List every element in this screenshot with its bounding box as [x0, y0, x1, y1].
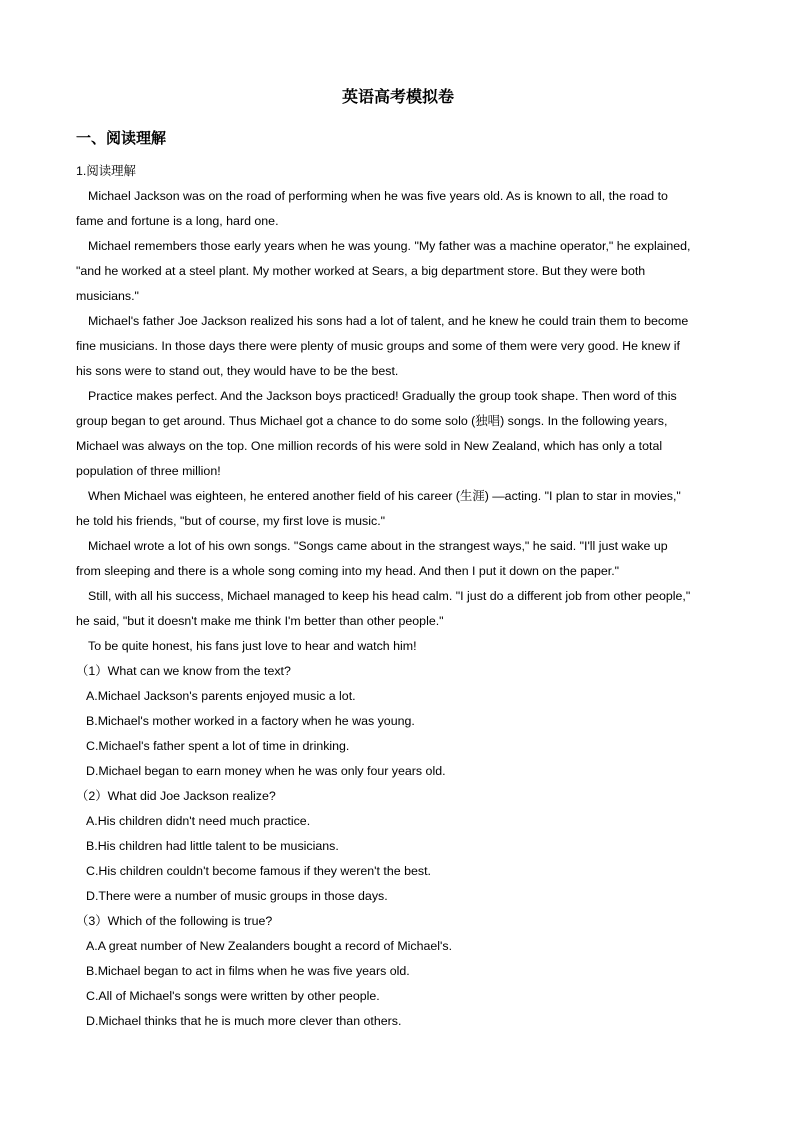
passage-line: fine musicians. In those days there were plenty of music groups and some of them were very good. He knew if: [76, 339, 680, 353]
passage-line: To be quite honest, his fans just love to hear and watch him!: [88, 639, 417, 653]
passage-line: Still, with all his success, Michael managed to keep his head calm. "I just do a different job from other people,": [88, 589, 691, 603]
passage-line: Michael remembers those early years when he was young. "My father was a machine operator," he explained,: [88, 239, 691, 253]
answer-option: A.His children didn't need much practice.: [86, 814, 311, 828]
passage-line: he said, "but it doesn't make me think I'm better than other people.": [76, 614, 444, 628]
passage-line: musicians.": [76, 289, 139, 303]
answer-option: C.All of Michael's songs were written by other people.: [86, 989, 380, 1003]
answer-option: D.There were a number of music groups in those days.: [86, 889, 388, 903]
passage-line: from sleeping and there is a whole song coming into my head. And then I put it down on the paper.": [76, 564, 620, 578]
question-line: （1）What can we know from the text?: [76, 664, 291, 678]
section-heading: 一、阅读理解: [76, 129, 167, 147]
passage-line: "and he worked at a steel plant. My mother worked at Sears, a big department store. But they were both: [76, 264, 646, 278]
passage-line: population of three million!: [76, 464, 221, 478]
answer-option: A.A great number of New Zealanders bought a record of Michael's.: [86, 939, 453, 953]
answer-option: A.Michael Jackson's parents enjoyed music a lot.: [86, 689, 356, 703]
passage-line: When Michael was eighteen, he entered another field of his career (生涯) —acting. "I plan to star in movies,": [88, 489, 681, 503]
page-title: 英语高考模拟卷: [341, 87, 454, 106]
answer-option: D.Michael thinks that he is much more clever than others.: [86, 1014, 402, 1028]
question-line: （2）What did Joe Jackson realize?: [76, 789, 276, 803]
answer-option: C.Michael's father spent a lot of time in drinking.: [86, 739, 350, 753]
passage-line: Michael's father Joe Jackson realized his sons had a lot of talent, and he knew he could train them to become: [88, 314, 689, 328]
answer-option: B.His children had little talent to be musicians.: [86, 839, 339, 853]
passage-line: Michael was always on the top. One million records of his were sold in New Zealand, which has only a total: [76, 439, 663, 453]
document-body: [76, 159, 720, 1034]
passage-line: fame and fortune is a long, hard one.: [76, 214, 279, 228]
answer-option: D.Michael began to earn money when he was only four years old.: [86, 764, 446, 778]
passage-line: he told his friends, "but of course, my first love is music.": [76, 514, 386, 528]
passage-line: Michael wrote a lot of his own songs. "Songs came about in the strangest ways," he said. "I'll just wake up: [88, 539, 668, 553]
answer-option: C.His children couldn't become famous if they weren't the best.: [86, 864, 431, 878]
passage-line: group began to get around. Thus Michael got a chance to do some solo (独唱) songs. In the following years,: [76, 414, 668, 428]
passage-line: Practice makes perfect. And the Jackson boys practiced! Gradually the group took shape. Then word of this: [88, 389, 677, 403]
passage-line: his sons were to stand out, they would have to be the best.: [76, 364, 399, 378]
answer-option: B.Michael began to act in films when he was five years old.: [86, 964, 410, 978]
passage-line: Michael Jackson was on the road of performing when he was five years old. As is known to all, the road to: [88, 189, 668, 203]
answer-option: B.Michael's mother worked in a factory when he was young.: [86, 714, 415, 728]
question-line: （3）Which of the following is true?: [76, 914, 273, 928]
subsection-label: 1.阅读理解: [76, 164, 136, 178]
